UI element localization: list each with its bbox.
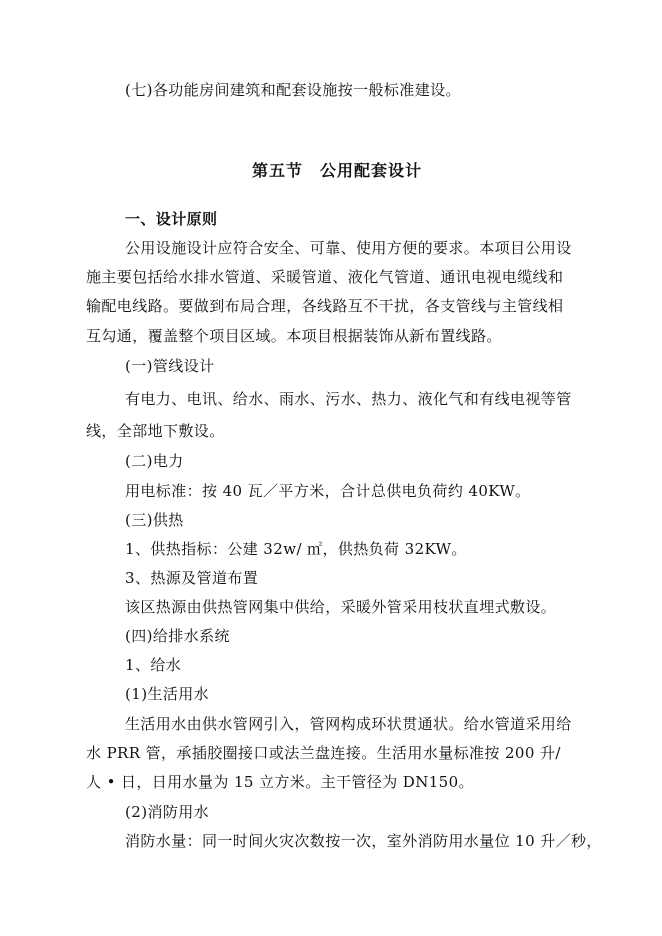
section-title: 第五节 公用配套设计 (252, 161, 423, 180)
paragraph-line: 施主要包括给水排水管道、采暖管道、液化气管道、通讯电视电缆线和 (86, 268, 564, 286)
subheading-power: (二)电力 (125, 452, 184, 470)
heading-design-principles: 一、设计原则 (125, 210, 218, 228)
paragraph-line: 有电力、电讯、给水、雨水、污水、热力、液化气和有线电视等管 (125, 390, 572, 408)
water-sub-domestic: (1)生活用水 (125, 685, 210, 703)
subheading-water: (四)给排水系统 (125, 627, 230, 645)
paragraph-line: 用电标准：按 40 瓦／平方米，合计总供电负荷约 40KW。 (125, 482, 531, 500)
heating-item-3: 3、热源及管道布置 (125, 569, 259, 587)
paragraph-line: 生活用水由供水管网引入，管网构成环状贯通状。给水管道采用给 (125, 715, 572, 733)
paragraph-line: 人 • 日，日用水量为 15 立方米。主干管径为 DN150。 (86, 773, 474, 791)
paragraph-line: 该区热源由供热管网集中供给，采暖外管采用枝状直埋式敷设。 (125, 598, 557, 616)
subheading-heating: (三)供热 (125, 511, 184, 529)
paragraph-line: 公用设施设计应符合安全、可靠、使用方便的要求。本项目公用设 (125, 239, 572, 257)
paragraph-line: 输配电线路。要做到布局合理，各线路互不干扰，各支管线与主管线相 (86, 297, 564, 315)
water-sub-fire: (2)消防用水 (125, 803, 210, 821)
subheading-pipeline: (一)管线设计 (125, 357, 215, 375)
water-item-1: 1、给水 (125, 656, 182, 674)
paragraph-line: 水 PRR 管，承插胶圈接口或法兰盘连接。生活用水量标准按 200 升/ (86, 744, 561, 762)
paragraph-line: 线，全部地下敷设。 (86, 422, 225, 440)
paragraph-line: 消防水量：同一时间火灾次数按一次，室外消防用水量位 10 升／秒， (125, 832, 602, 850)
intro-item: (七)各功能房间建筑和配套设施按一般标准建设。 (125, 81, 461, 99)
heating-item-1: 1、供热指标：公建 32w/ ㎡，供热负荷 32KW。 (125, 540, 467, 558)
paragraph-line: 互勾通，覆盖整个项目区域。本项目根据装饰从新布置线路。 (86, 327, 502, 345)
